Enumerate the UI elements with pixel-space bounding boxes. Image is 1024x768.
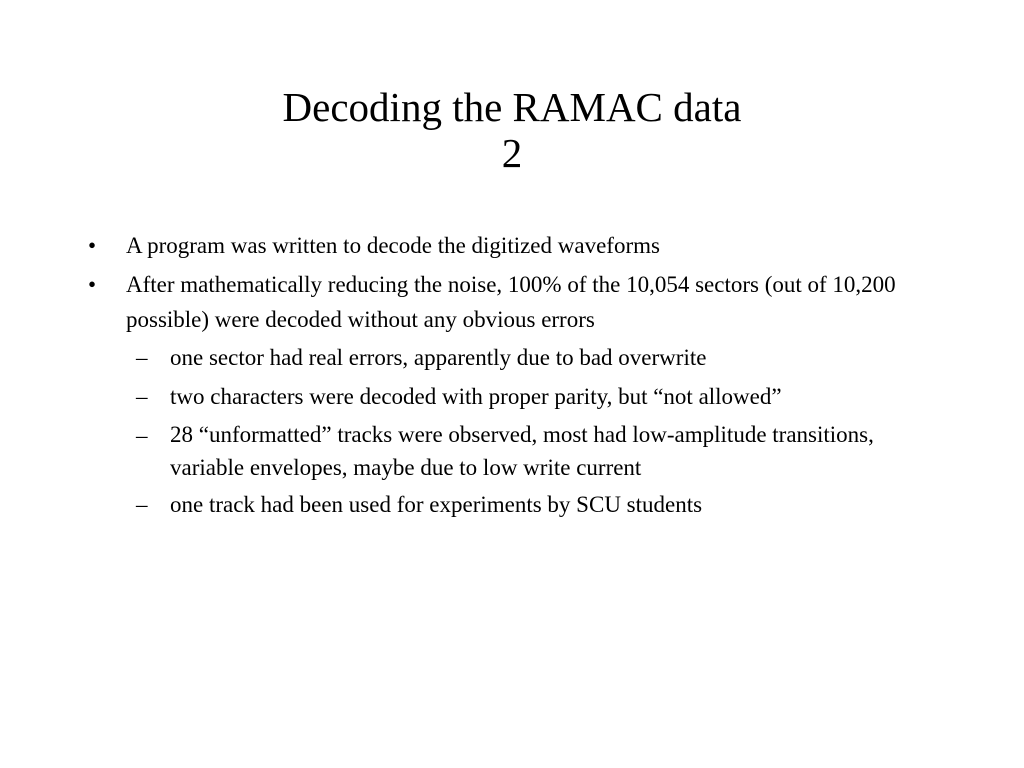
subbullet-item xyxy=(86,418,946,484)
bullet-marker: • xyxy=(88,272,97,297)
subbullet-text: one track had been used for experiments by SCU students xyxy=(170,492,703,517)
bullet-marker: • xyxy=(88,233,97,258)
bullet-item xyxy=(86,267,946,337)
slide-title-line-1: Decoding the RAMAC data xyxy=(282,84,742,130)
subbullet-text: one sector had real errors, apparently due to bad overwrite xyxy=(170,345,707,370)
subbullet-marker: – xyxy=(136,345,148,370)
subbullet-marker: – xyxy=(136,423,148,448)
subbullet-marker: – xyxy=(136,384,148,409)
bullet-text: After mathematically reducing the noise, 100% of the 10,054 sectors (out of 10,200 possible) were decoded without any obvious errors xyxy=(126,272,896,332)
subbullet-item xyxy=(86,487,946,523)
subbullet-text: two characters were decoded with proper parity, but “not allowed” xyxy=(170,384,782,409)
slide-title-line-2: 2 xyxy=(501,130,523,176)
bullet-text: A program was written to decode the digitized waveforms xyxy=(126,233,660,258)
subbullet-item xyxy=(86,379,946,415)
subbullet-marker: – xyxy=(136,492,148,517)
slide-body xyxy=(86,228,946,526)
subbullet-item xyxy=(86,340,946,376)
subbullet-text: 28 “unformatted” tracks were observed, most had low-amplitude transitions, variable envelopes, maybe due to low write current xyxy=(170,422,874,480)
bullet-item xyxy=(86,228,946,264)
slide-title xyxy=(112,84,912,176)
